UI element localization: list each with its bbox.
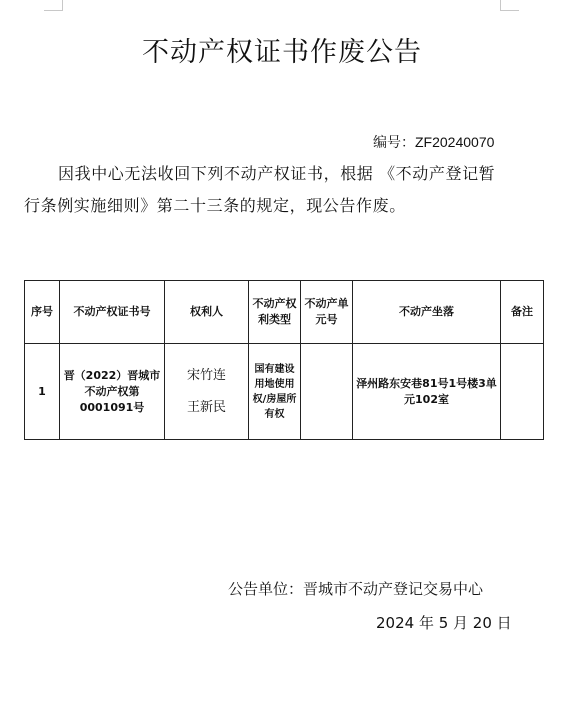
header-unit-no: 不动产单元号 xyxy=(301,281,353,344)
notice-paragraph: 因我中心无法收回下列不动产权证书，根据 《不动产登记暂行条例实施细则》第二十三条的规定，现公告作废。 xyxy=(24,164,496,215)
page-title: 不动产权证书作废公告 xyxy=(142,37,422,68)
header-index: 序号 xyxy=(25,281,60,344)
header-right-type: 不动产权利类型 xyxy=(249,281,301,344)
owner-name-2: 王新民 xyxy=(186,399,226,415)
header-remark: 备注 xyxy=(501,281,544,344)
table-row xyxy=(25,344,544,440)
cell-unit-no xyxy=(301,344,353,440)
cell-index: 1 xyxy=(25,344,60,440)
header-owner: 权利人 xyxy=(165,281,249,344)
table-header-row xyxy=(25,281,544,344)
cell-location: 泽州路东安巷81号1号楼3单元102室 xyxy=(353,344,501,440)
certificate-table xyxy=(24,280,544,440)
header-location: 不动产坐落 xyxy=(353,281,501,344)
page-corner-mark-right xyxy=(500,0,519,11)
cell-cert-no: 晋（2022）晋城市不动产权第0001091号 xyxy=(60,344,165,440)
page-corner-mark-left xyxy=(44,0,63,11)
document-number xyxy=(373,132,494,152)
document-number-label: 编号： xyxy=(373,135,415,151)
issuing-unit: 公告单位：晋城市不动产登记交易中心 xyxy=(228,580,484,598)
header-cert-no: 不动产权证书号 xyxy=(60,281,165,344)
cell-owner xyxy=(165,344,249,440)
owner-name-1: 宋竹连 xyxy=(186,367,226,383)
document-number-value: ZF20240070 xyxy=(415,134,495,150)
cell-right-type: 国有建设用地使用权/房屋所有权 xyxy=(249,344,301,440)
notice-date: 2024 年 5 月 20 日 xyxy=(376,614,512,632)
cell-remark xyxy=(501,344,544,440)
